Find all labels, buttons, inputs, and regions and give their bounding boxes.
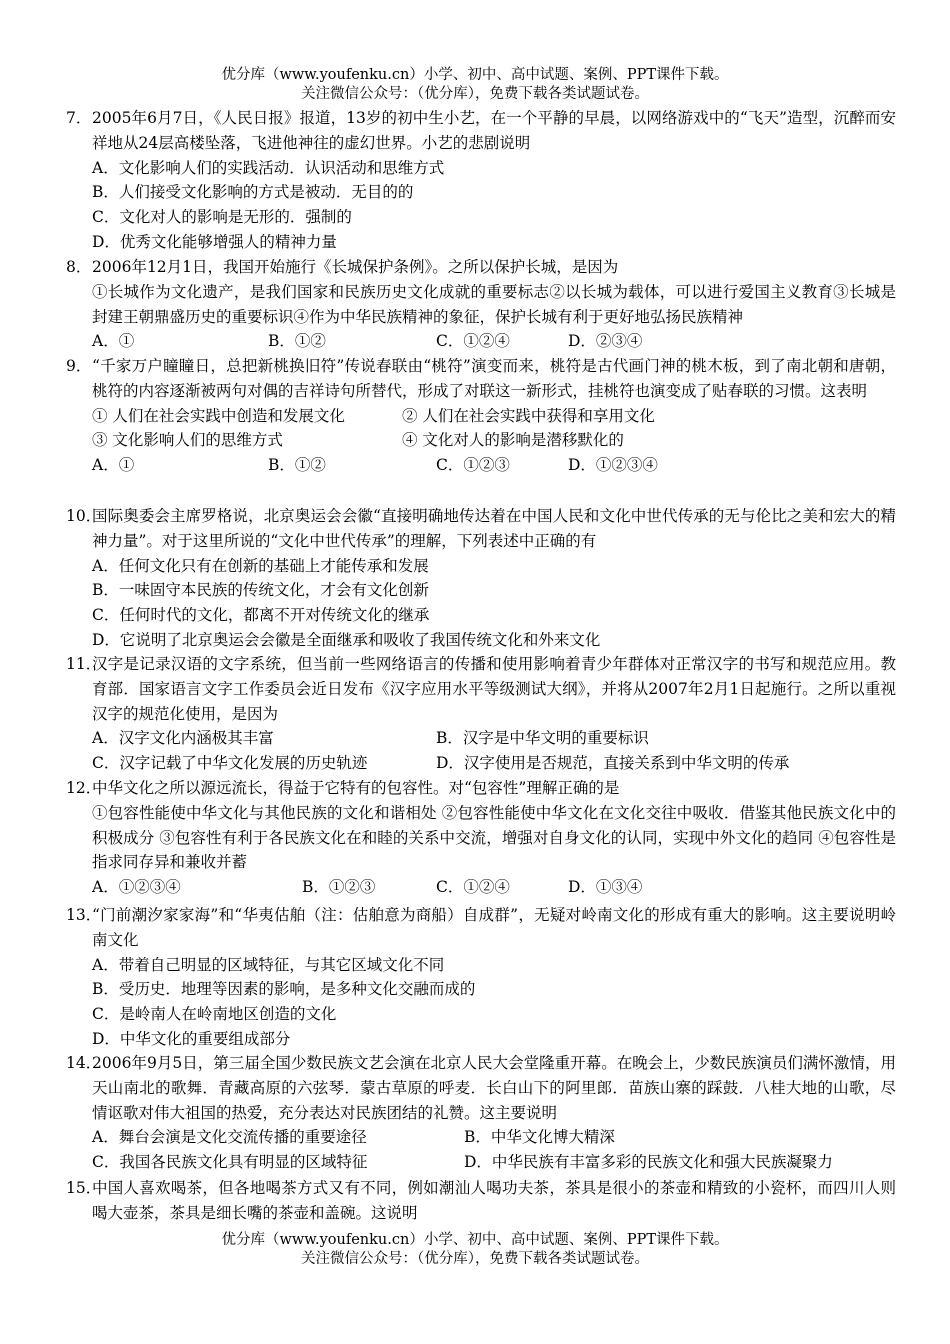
question-stem: 中国人喜欢喝茶，但各地喝茶方式又有不同，例如潮汕人喝功夫茶，茶具是很小的茶壶和精致的小瓷杯，而四川人则喝大壶茶，茶具是细长嘴的茶壶和盖碗。这说明 <box>92 1179 896 1222</box>
question-number: 14． <box>66 1054 102 1072</box>
question-12 <box>66 776 896 900</box>
options-row <box>92 751 896 776</box>
question-stem: “千家万户瞳瞳日，总把新桃换旧符”传说春联由“桃符”演变而来，桃符是古代画门神的桃木板，到了南北朝和唐朝，桃符的内容逐渐被两句对偶的吉祥诗句所替代，形成了对联这一新形式，挂桃符也演变成了贴春联的习惯。这表明 <box>92 357 896 400</box>
option-d: D．汉字使用是否规范，直接关系到中华文明的传承 <box>436 754 790 773</box>
question-stem: “门前潮汐家家海”和“华夷估舶（注：估舶意为商船）自成群”，无疑对岭南文化的形成有重大的影响。这主要说明岭南文化 <box>92 906 896 949</box>
option-a: A．文化影响人们的实践活动．认识活动和思维方式 <box>92 158 445 177</box>
options-row <box>92 1125 896 1150</box>
question-13 <box>66 903 896 1052</box>
question-number: 7． <box>66 109 92 127</box>
option-a: A．带着自己明显的区域特征，与其它区域文化不同 <box>92 955 445 974</box>
option-d: D．①②③④ <box>568 456 658 475</box>
option-c: C．①②④ <box>436 878 510 897</box>
statement-2: ② 人们在社会实践中获得和享用文化 <box>402 406 655 425</box>
question-number: 15． <box>66 1179 102 1197</box>
question-stem: 2006年9月5日，第三届全国少数民族文艺会演在北京人民大会堂隆重开幕。在晚会上，少数民族演员们满怀激情，用天山南北的歌舞．青藏高原的六弦琴．蒙古草原的呼麦．长白山下的阿里郎．苗族山寨的踩鼓．八桂大地的山歌，尽情讴歌对伟大祖国的热爱，充分表达对民族团结的礼赞。这主要说明 <box>92 1054 896 1122</box>
option-a: A．任何文化只有在创新的基础上才能传承和发展 <box>92 556 429 575</box>
option-b: B．中华文化博大精深 <box>464 1128 615 1147</box>
statement-row <box>92 404 896 429</box>
question-stem: 2005年6月7日，《人民日报》报道，13岁的初中生小艺，在一个平静的早晨，以网络游戏中的“飞天”造型，沉醉而安祥地从24层高楼坠落，飞进他神往的虚幻世界。小艺的悲剧说明 <box>92 109 896 152</box>
option-b: B．受历史．地理等因素的影响，是多种文化交融而成的 <box>92 980 476 999</box>
option-d: D．中华民族有丰富多彩的民族文化和强大民族凝聚力 <box>464 1153 833 1172</box>
header-line-2: 关注微信公众号：（优分库），免费下载各类试题试卷。 <box>301 86 649 102</box>
option-b: B．①② <box>268 456 326 475</box>
statement-1: ① 人们在社会实践中创造和发展文化 <box>92 406 345 425</box>
option-a: A．① <box>92 456 135 475</box>
question-14 <box>66 1051 896 1175</box>
question-10 <box>66 504 896 653</box>
options-row <box>92 329 896 354</box>
question-number: 13． <box>66 906 102 924</box>
option-c: C．是岭南人在岭南地区创造的文化 <box>92 1005 337 1024</box>
option-d: D．②③④ <box>568 332 643 351</box>
options-row <box>92 726 896 751</box>
statement-list: ①长城作为文化遗产，是我们国家和民族历史文化成就的重要标志②以长城为载体，可以进行爱国主义教育③长城是封建王朝鼎盛历史的重要标识④作为中华民族精神的象征，保护长城有利于更好地弘扬民族精神 <box>92 282 896 326</box>
option-c: C．①②③ <box>436 456 510 475</box>
option-d: D．它说明了北京奥运会会徽是全面继承和吸收了我国传统文化和外来文化 <box>92 630 601 649</box>
option-c: C．文化对人的影响是无形的．强制的 <box>92 208 352 227</box>
option-d: D．优秀文化能够增强人的精神力量 <box>92 232 337 251</box>
option-a: A．舞台会演是文化交流传播的重要途径 <box>92 1128 367 1147</box>
question-number: 12． <box>66 779 102 797</box>
option-b: B．①② <box>268 332 326 351</box>
option-a: A．汉字文化内涵极其丰富 <box>92 729 274 748</box>
statement-3: ③ 文化影响人们的思维方式 <box>92 431 283 450</box>
statement-row <box>92 428 896 453</box>
options-row <box>92 453 896 478</box>
option-c: C．我国各民族文化具有明显的区域特征 <box>92 1153 368 1172</box>
question-9 <box>66 354 896 478</box>
question-number: 11． <box>66 655 102 673</box>
question-7 <box>66 106 896 255</box>
question-number: 8． <box>66 258 92 276</box>
option-b: B．人们接受文化影响的方式是被动．无目的的 <box>92 183 414 202</box>
options-row <box>92 875 896 900</box>
footer-line-1: 优分库（www.youfenku.cn）小学、初中、高中试题、案例、PPT课件下载。 <box>221 1232 729 1248</box>
option-b: B．一味固守本民族的传统文化，才会有文化创新 <box>92 581 429 600</box>
option-d: D．①③④ <box>568 878 643 897</box>
statement-4: ④ 文化对人的影响是潜移默化的 <box>402 431 624 450</box>
statement-list: ①包容性能使中华文化与其他民族的文化和谐相处 ②包容性能使中华文化在文化交往中吸收．借鉴其他民族文化中的积极成分 ③包容性有利于各民族文化在和睦的关系中交流，增强对自身文化的认同，实现中外文化的趋同 ④包容性是指求同存异和兼收并蓄 <box>92 803 896 872</box>
question-stem: 汉字是记录汉语的文字系统，但当前一些网络语言的传播和使用影响着青少年群体对正常汉字的书写和规范应用。教育部．国家语言文字工作委员会近日发布《汉字应用水平等级测试大纲》，并将从2007年2月1日起施行。之所以重视汉字的规范化使用，是因为 <box>92 655 896 723</box>
option-b: B．汉字是中华文明的重要标识 <box>436 729 649 748</box>
options-row <box>92 1150 896 1175</box>
question-stem: 2006年12月1日，我国开始施行《长城保护条例》。之所以保护长城，是因为 <box>92 258 619 276</box>
question-15 <box>66 1176 896 1226</box>
question-number: 10． <box>66 507 102 525</box>
option-c: C．汉字记载了中华文化发展的历史轨迹 <box>92 754 368 773</box>
option-d: D．中华文化的重要组成部分 <box>92 1029 291 1048</box>
question-stem: 国际奥委会主席罗格说，北京奥运会会徽“直接明确地传达着在中国人民和文化中世代传承的无与伦比之美和宏大的精神力量”。对于这里所说的“文化中世代传承”的理解，下列表述中正确的有 <box>92 507 896 550</box>
header-line-1: 优分库（www.youfenku.cn）小学、初中、高中试题、案例、PPT课件下载。 <box>221 67 729 83</box>
question-number: 9． <box>66 357 92 375</box>
question-stem: 中华文化之所以源远流长，得益于它特有的包容性。对“包容性”理解正确的是 <box>92 779 620 797</box>
footer-line-2: 关注微信公众号：（优分库），免费下载各类试题试卷。 <box>301 1251 649 1267</box>
question-8 <box>66 255 896 354</box>
option-b: B．①②③ <box>302 878 376 897</box>
option-a: A．①②③④ <box>92 878 181 897</box>
option-c: C．①②④ <box>436 332 510 351</box>
option-a: A．① <box>92 332 135 351</box>
question-11 <box>66 652 896 776</box>
option-c: C．任何时代的文化，都离不开对传统文化的继承 <box>92 606 430 625</box>
